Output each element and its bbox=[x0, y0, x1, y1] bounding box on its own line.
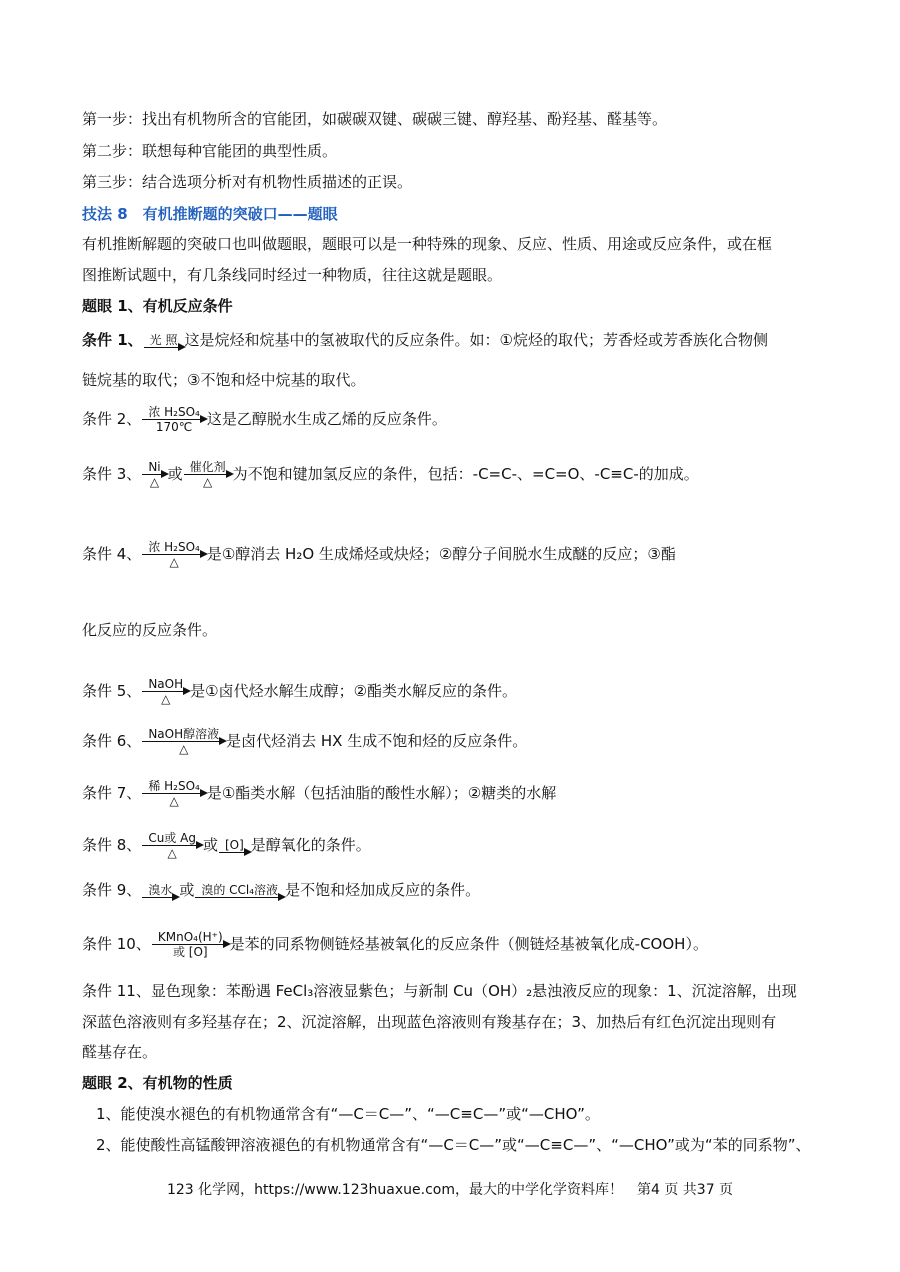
reaction-arrow bbox=[184, 460, 232, 489]
arrow-bottom-label: 或 [O] bbox=[172, 945, 208, 959]
reaction-arrow bbox=[142, 405, 206, 434]
arrow-top-label: [O] bbox=[224, 838, 244, 852]
condition-3-prefix: 条件 3、 bbox=[82, 465, 142, 483]
condition-2-prefix: 条件 2、 bbox=[82, 410, 142, 428]
arrow-top-label: Ni bbox=[148, 460, 161, 474]
condition-4 bbox=[82, 540, 676, 569]
or-word: 或 bbox=[179, 881, 195, 899]
arrow-top-label: 溴水 bbox=[148, 883, 173, 897]
arrow-top-label: Cu或 Ag bbox=[148, 831, 196, 845]
arrow-top-label: 浓 H₂SO₄ bbox=[148, 405, 200, 419]
condition-6-text: 是卤代烃消去 HX 生成不饱和烃的反应条件。 bbox=[226, 732, 528, 750]
condition-6 bbox=[82, 727, 527, 756]
arrow-top-label: 溴的 CCl₄溶液 bbox=[201, 883, 279, 897]
condition-10-text: 是苯的同系物侧链烃基被氧化的反应条件（侧链烃基被氧化成-COOH）。 bbox=[229, 935, 708, 953]
reaction-arrow bbox=[142, 883, 178, 898]
condition-9-text: 是不饱和烃加成反应的条件。 bbox=[285, 881, 481, 899]
condition-7-prefix: 条件 7、 bbox=[82, 784, 142, 802]
reaction-arrow bbox=[142, 727, 225, 756]
arrow-bottom-label: △ bbox=[167, 846, 177, 860]
condition-11-line1: 条件 11、显色现象：苯酚遇 FeCl₃溶液显紫色；与新制 Cu（OH）₂悬浊液反应的现象：1、沉淀溶解，出现 bbox=[82, 982, 797, 1000]
technique-heading: 技法 8 有机推断题的突破口——题眼 bbox=[82, 205, 338, 223]
condition-9-prefix: 条件 9、 bbox=[82, 881, 142, 899]
condition-3 bbox=[82, 460, 699, 489]
arrow-bottom-label: 170℃ bbox=[155, 420, 193, 434]
condition-1-prefix: 条件 1、 bbox=[82, 331, 143, 349]
or-word: 或 bbox=[167, 465, 183, 483]
condition-6-prefix: 条件 6、 bbox=[82, 732, 142, 750]
condition-7-text: 是①酯类水解（包括油脂的酸性水解）；②糖类的水解 bbox=[206, 784, 557, 802]
condition-4-prefix: 条件 4、 bbox=[82, 545, 142, 563]
condition-1-cont: 链烷基的取代；③不饱和烃中烷基的取代。 bbox=[82, 371, 366, 389]
section1-heading: 题眼 1、有机反应条件 bbox=[82, 297, 233, 315]
section2-item-2: 2、能使酸性高锰酸钾溶液褪色的有机物通常含有“—C＝C—”或“—C≡C—”、“—CHO”或为“苯的同系物”、 bbox=[96, 1136, 811, 1154]
condition-2 bbox=[82, 405, 447, 434]
arrow-top-label: 催化剂 bbox=[189, 460, 226, 474]
arrow-bottom-label: △ bbox=[179, 742, 189, 756]
condition-8 bbox=[82, 831, 371, 860]
page-footer: 123 化学网，https://www.123huaxue.com，最大的中学化学资料库！ 第4 页 共37 页 bbox=[166, 1182, 734, 1198]
condition-8-prefix: 条件 8、 bbox=[82, 836, 142, 854]
condition-2-text: 这是乙醇脱水生成乙烯的反应条件。 bbox=[206, 410, 447, 428]
reaction-arrow bbox=[195, 883, 284, 898]
arrow-top-label: NaOH醇溶液 bbox=[148, 727, 220, 741]
condition-7 bbox=[82, 779, 556, 808]
condition-5-text: 是①卤代烃水解生成醇；②酯类水解反应的条件。 bbox=[190, 682, 518, 700]
condition-11-line3: 醛基存在。 bbox=[82, 1043, 158, 1061]
condition-5-prefix: 条件 5、 bbox=[82, 682, 142, 700]
reaction-arrow bbox=[144, 333, 184, 348]
reaction-arrow bbox=[142, 677, 189, 706]
condition-4-text: 是①醇消去 H₂O 生成烯烃或炔烃；②醇分子间脱水生成醚的反应；③酯 bbox=[206, 545, 676, 563]
reaction-arrow bbox=[219, 838, 250, 853]
arrow-top-label: NaOH bbox=[148, 677, 184, 691]
condition-1-text: 这是烷烃和烷基中的氢被取代的反应条件。如：①烷烃的取代；芳香烃或芳香族化合物侧 bbox=[184, 331, 768, 349]
condition-9 bbox=[82, 880, 480, 900]
condition-4-cont: 化反应的反应条件。 bbox=[82, 621, 218, 639]
technique-para-line1: 有机推断解题的突破口也叫做题眼，题眼可以是一种特殊的现象、反应、性质、用途或反应条件，或在框 bbox=[82, 235, 773, 253]
arrow-bottom-label: △ bbox=[203, 475, 213, 489]
reaction-arrow bbox=[142, 540, 206, 569]
condition-3-text: 为不饱和键加氢反应的条件，包括：-C=C-、=C=O、-C≡C-的加成。 bbox=[232, 465, 699, 483]
section2-heading: 题眼 2、有机物的性质 bbox=[82, 1074, 233, 1092]
condition-10 bbox=[82, 930, 708, 959]
arrow-top-label: 稀 H₂SO₄ bbox=[148, 779, 200, 793]
condition-10-prefix: 条件 10、 bbox=[82, 935, 151, 953]
condition-5 bbox=[82, 677, 517, 706]
arrow-top-label: 浓 H₂SO₄ bbox=[148, 540, 200, 554]
reaction-arrow bbox=[142, 831, 202, 860]
arrow-top-label: 光 照 bbox=[149, 333, 178, 347]
step-1: 第一步：找出有机物所含的官能团，如碳碳双键、碳碳三键、醇羟基、酚羟基、醛基等。 bbox=[82, 110, 668, 128]
reaction-arrow bbox=[152, 930, 229, 959]
arrow-bottom-label: △ bbox=[161, 692, 171, 706]
arrow-top-label: KMnO₄(H⁺) bbox=[157, 930, 223, 944]
step-3: 第三步：结合选项分析对有机物性质描述的正误。 bbox=[82, 173, 413, 191]
condition-1 bbox=[82, 330, 768, 350]
condition-8-text: 是醇氧化的条件。 bbox=[250, 836, 371, 854]
technique-para-line2: 图推断试题中，有几条线同时经过一种物质，往往这就是题眼。 bbox=[82, 266, 503, 284]
arrow-bottom-label: △ bbox=[149, 475, 160, 489]
arrow-bottom-label: △ bbox=[169, 794, 179, 808]
reaction-arrow bbox=[142, 460, 166, 489]
section2-item-1: 1、能使溴水褪色的有机物通常含有“—C＝C—”、“—C≡C—”或“—CHO”。 bbox=[96, 1105, 600, 1123]
arrow-bottom-label: △ bbox=[169, 555, 179, 569]
condition-11-line2: 深蓝色溶液则有多羟基存在；2、沉淀溶解，出现蓝色溶液则有羧基存在；3、加热后有红色沉淀出现则有 bbox=[82, 1013, 777, 1031]
step-2: 第二步：联想每种官能团的典型性质。 bbox=[82, 142, 338, 160]
reaction-arrow bbox=[142, 779, 206, 808]
or-word: 或 bbox=[202, 836, 218, 854]
